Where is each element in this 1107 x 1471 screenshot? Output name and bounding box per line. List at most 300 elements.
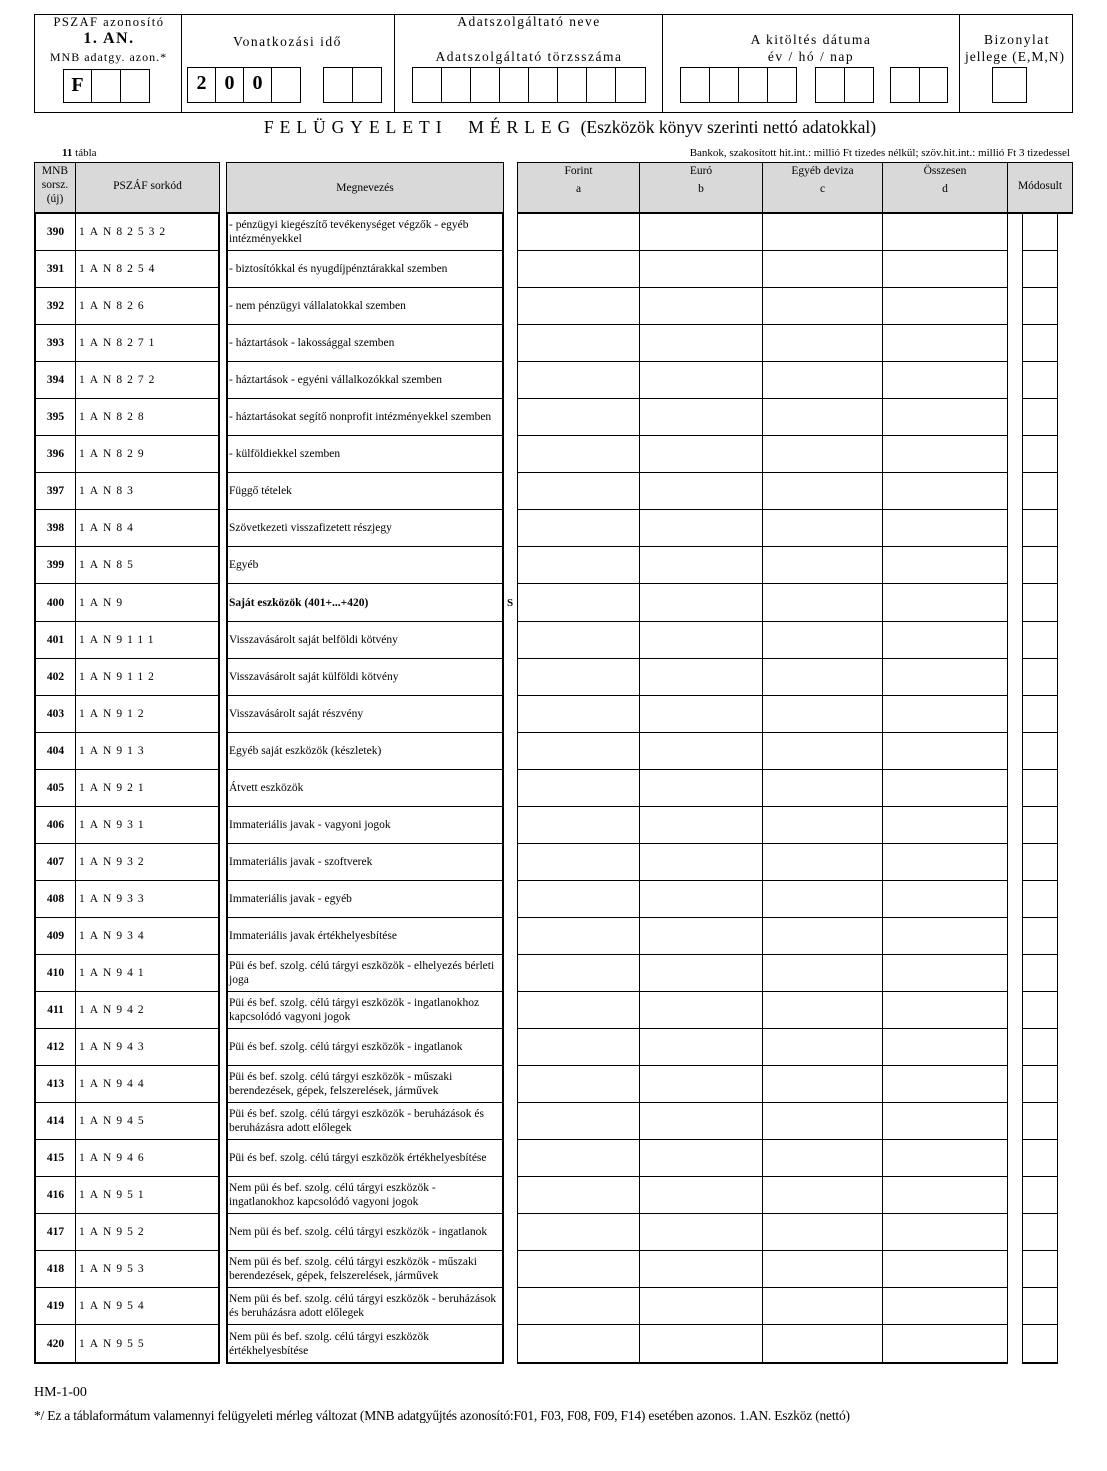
value-cell-egyeb-deviza[interactable] [763, 436, 882, 473]
row-name: Immateriális javak - vagyoni jogok [227, 807, 502, 844]
row-name: - nem pénzügyi vállalatokkal szemben [227, 288, 502, 325]
value-cell-osszesen[interactable] [883, 770, 1007, 807]
row-number: 392 [36, 288, 75, 325]
value-cell-forint[interactable] [518, 547, 639, 584]
value-cell-euro[interactable] [640, 1177, 762, 1214]
row-code: 1AN955 [76, 1326, 218, 1363]
value-cell-forint[interactable] [518, 399, 639, 436]
row-name: Visszavásárolt saját külföldi kötvény [227, 659, 502, 696]
value-cell-euro[interactable] [640, 585, 762, 622]
value-cell-forint[interactable] [518, 696, 639, 733]
row-name: Nem püi és bef. szolg. célú tárgyi eszközök - ingatlanok [227, 1214, 502, 1251]
value-cell-egyeb-deviza[interactable] [763, 473, 882, 510]
row-number: 411 [36, 992, 75, 1029]
row-name: Egyéb [227, 547, 502, 584]
value-cell-egyeb-deviza[interactable] [763, 1029, 882, 1066]
header-divider [181, 14, 182, 113]
vonatkozasi-digit[interactable] [323, 67, 353, 103]
date-digit[interactable] [709, 67, 739, 103]
value-cell-egyeb-deviza[interactable] [763, 992, 882, 1029]
value-cell-forint[interactable] [518, 1140, 639, 1177]
row-code: 1AN921 [76, 770, 218, 807]
value-cell-euro[interactable] [640, 1103, 762, 1140]
torzsszam-digit[interactable] [528, 67, 558, 103]
value-cell-osszesen[interactable] [883, 844, 1007, 881]
value-cell-osszesen[interactable] [883, 1066, 1007, 1103]
value-cell-osszesen[interactable] [883, 1288, 1007, 1325]
torzsszam-digit[interactable] [470, 67, 500, 103]
value-cell-egyeb-deviza[interactable] [763, 585, 882, 622]
row-name: Visszavásárolt saját részvény [227, 696, 502, 733]
value-cell-osszesen[interactable] [883, 733, 1007, 770]
value-cell-forint[interactable] [518, 436, 639, 473]
value-cell-osszesen[interactable] [883, 436, 1007, 473]
row-number: 394 [36, 362, 75, 399]
value-cell-forint[interactable] [518, 1326, 639, 1363]
value-cell-egyeb-deviza[interactable] [763, 881, 882, 918]
col-header-osszesen: Összesen d [882, 162, 1008, 214]
value-cell-forint[interactable] [518, 881, 639, 918]
row-name: Püi és bef. szolg. célú tárgyi eszközök - beruházások és beruházásra adott előlegek [227, 1103, 502, 1140]
row-code: 1AN932 [76, 844, 218, 881]
row-number: 404 [36, 733, 75, 770]
torzsszam-digit[interactable] [499, 67, 529, 103]
row-number: 413 [36, 1066, 75, 1103]
value-cell-euro[interactable] [640, 696, 762, 733]
row-code: 1AN82532 [76, 214, 218, 251]
value-cell-osszesen[interactable] [883, 473, 1007, 510]
values-frame [517, 214, 1008, 1364]
row-name: - háztartások - egyéni vállalkozókkal szemben [227, 362, 502, 399]
values-divider [639, 214, 640, 1363]
modosult-cell[interactable] [1023, 770, 1057, 807]
modosult-cell[interactable] [1023, 362, 1057, 399]
value-cell-euro[interactable] [640, 325, 762, 362]
value-cell-forint[interactable] [518, 1251, 639, 1288]
row-name: Nem püi és bef. szolg. célú tárgyi eszközök - beruházások és beruházásra adott előlegek [227, 1288, 502, 1325]
megnevezes-frame [226, 214, 504, 1364]
row-number: 399 [36, 547, 75, 584]
row-number: 396 [36, 436, 75, 473]
value-cell-osszesen[interactable] [883, 399, 1007, 436]
row-name: - háztartásokat segítő nonprofit intézményekkel szemben [227, 399, 502, 436]
row-code: 1AN85 [76, 547, 218, 584]
row-code: 1AN946 [76, 1140, 218, 1177]
value-cell-euro[interactable] [640, 659, 762, 696]
row-number: 410 [36, 955, 75, 992]
modosult-cell[interactable] [1023, 844, 1057, 881]
modosult-cell[interactable] [1023, 585, 1057, 622]
value-cell-osszesen[interactable] [883, 1140, 1007, 1177]
modosult-cell[interactable] [1023, 214, 1057, 251]
row-number: 401 [36, 622, 75, 659]
value-cell-euro[interactable] [640, 1288, 762, 1325]
value-cell-egyeb-deviza[interactable] [763, 1251, 882, 1288]
bizonylat-label: Bizonylat [984, 32, 1050, 47]
row-number: 398 [36, 510, 75, 547]
torzsszam-digit[interactable] [412, 67, 442, 103]
value-cell-euro[interactable] [640, 251, 762, 288]
row-name: Saját eszközök (401+...+420) [227, 585, 502, 622]
value-cell-forint[interactable] [518, 1066, 639, 1103]
value-cell-osszesen[interactable] [883, 955, 1007, 992]
modosult-cell[interactable] [1023, 881, 1057, 918]
modosult-cell[interactable] [1023, 436, 1057, 473]
value-cell-forint[interactable] [518, 955, 639, 992]
row-code: 1AN8254 [76, 251, 218, 288]
value-cell-egyeb-deviza[interactable] [763, 844, 882, 881]
row-name: Immateriális javak - egyéb [227, 881, 502, 918]
value-cell-osszesen[interactable] [883, 251, 1007, 288]
date-digit[interactable] [680, 67, 710, 103]
mnb-id-box[interactable] [120, 69, 150, 103]
row-number: 415 [36, 1140, 75, 1177]
value-cell-forint[interactable] [518, 585, 639, 622]
bizonylat-box[interactable] [992, 67, 1027, 103]
value-cell-euro[interactable] [640, 622, 762, 659]
modosult-cell[interactable] [1023, 992, 1057, 1029]
modosult-cell[interactable] [1023, 696, 1057, 733]
row-name: Immateriális javak értékhelyesbítése [227, 918, 502, 955]
value-cell-euro[interactable] [640, 955, 762, 992]
header-divider [394, 14, 395, 113]
value-cell-osszesen[interactable] [883, 1029, 1007, 1066]
value-cell-osszesen[interactable] [883, 510, 1007, 547]
modosult-cell[interactable] [1023, 325, 1057, 362]
row-code: 1AN951 [76, 1177, 218, 1214]
value-cell-forint[interactable] [518, 510, 639, 547]
modosult-cell[interactable] [1023, 659, 1057, 696]
value-cell-osszesen[interactable] [883, 881, 1007, 918]
date-digit[interactable] [844, 67, 874, 103]
value-cell-forint[interactable] [518, 1177, 639, 1214]
value-cell-euro[interactable] [640, 1066, 762, 1103]
torzsszam-digit[interactable] [615, 67, 646, 103]
row-code: 1AN944 [76, 1066, 218, 1103]
value-cell-euro[interactable] [640, 1251, 762, 1288]
modosult-cell[interactable] [1023, 547, 1057, 584]
value-cell-osszesen[interactable] [883, 659, 1007, 696]
value-cell-euro[interactable] [640, 547, 762, 584]
table-word: tábla [75, 147, 97, 159]
row-number: 390 [36, 214, 75, 251]
value-cell-euro[interactable] [640, 436, 762, 473]
value-cell-osszesen[interactable] [883, 1251, 1007, 1288]
row-code: 1AN8272 [76, 362, 218, 399]
mnb-id-box[interactable] [91, 69, 121, 103]
table-number [62, 147, 97, 159]
row-number: 395 [36, 399, 75, 436]
value-cell-euro[interactable] [640, 770, 762, 807]
value-cell-egyeb-deviza[interactable] [763, 1177, 882, 1214]
modosult-cell[interactable] [1023, 1214, 1057, 1251]
value-cell-forint[interactable] [518, 1214, 639, 1251]
row-number: 400 [36, 585, 75, 622]
value-cell-egyeb-deviza[interactable] [763, 918, 882, 955]
modosult-cell[interactable] [1023, 733, 1057, 770]
value-cell-euro[interactable] [640, 1214, 762, 1251]
row-code: 1AN8271 [76, 325, 218, 362]
row-code: 1AN913 [76, 733, 218, 770]
modosult-cell[interactable] [1023, 251, 1057, 288]
value-cell-egyeb-deviza[interactable] [763, 696, 882, 733]
value-cell-egyeb-deviza[interactable] [763, 733, 882, 770]
row-name: Átvett eszközök [227, 770, 502, 807]
torzsszam-boxes [412, 67, 646, 103]
value-cell-euro[interactable] [640, 288, 762, 325]
row-name: Püi és bef. szolg. célú tárgyi eszközök értékhelyesbítése [227, 1140, 502, 1177]
value-cell-forint[interactable] [518, 733, 639, 770]
value-cell-forint[interactable] [518, 622, 639, 659]
row-code: 1AN826 [76, 288, 218, 325]
table-number-value: 11 [62, 147, 73, 159]
vonatkozasi-digit[interactable] [352, 67, 382, 103]
value-cell-forint[interactable] [518, 1288, 639, 1325]
row-code: 1AN931 [76, 807, 218, 844]
row-code: 1AN83 [76, 473, 218, 510]
value-cell-osszesen[interactable] [883, 696, 1007, 733]
value-cell-osszesen[interactable] [883, 325, 1007, 362]
values-divider [882, 214, 883, 1363]
value-cell-egyeb-deviza[interactable] [763, 1214, 882, 1251]
row-name: - háztartások - lakossággal szemben [227, 325, 502, 362]
kitoltes-label: A kitöltés dátuma [750, 32, 872, 47]
vonatkozasi-label: Vonatkozási idő [233, 34, 342, 49]
date-digit[interactable] [890, 67, 920, 103]
value-cell-egyeb-deviza[interactable] [763, 1326, 882, 1363]
value-cell-egyeb-deviza[interactable] [763, 659, 882, 696]
row-code: 1AN943 [76, 1029, 218, 1066]
value-cell-osszesen[interactable] [883, 547, 1007, 584]
value-cell-euro[interactable] [640, 1140, 762, 1177]
value-cell-egyeb-deviza[interactable] [763, 399, 882, 436]
value-cell-forint[interactable] [518, 362, 639, 399]
value-cell-euro[interactable] [640, 214, 762, 251]
row-name: Egyéb saját eszközök (készletek) [227, 733, 502, 770]
row-code: 1AN9112 [76, 659, 218, 696]
row-number: 412 [36, 1029, 75, 1066]
row-name: Nem püi és bef. szolg. célú tárgyi eszközök - ingatlanokhoz kapcsolódó vagyoni jogok [227, 1177, 502, 1214]
row-name: Nem püi és bef. szolg. célú tárgyi eszközök - műszaki berendezések, gépek, felszerelések, járművek [227, 1251, 502, 1288]
date-digit[interactable] [919, 67, 948, 103]
value-cell-forint[interactable] [518, 1103, 639, 1140]
value-cell-euro[interactable] [640, 733, 762, 770]
value-cell-osszesen[interactable] [883, 1177, 1007, 1214]
pszaf-value: 1. AN. [83, 30, 135, 47]
value-cell-osszesen[interactable] [883, 1214, 1007, 1251]
row-name: Püi és bef. szolg. célú tárgyi eszközök - ingatlanok [227, 1029, 502, 1066]
value-cell-egyeb-deviza[interactable] [763, 807, 882, 844]
row-number: 419 [36, 1288, 75, 1325]
row-number: 408 [36, 881, 75, 918]
row-number: 409 [36, 918, 75, 955]
modosult-cell[interactable] [1023, 918, 1057, 955]
row-name: Püi és bef. szolg. célú tárgyi eszközök - ingatlanokhoz kapcsolódó vagyoni jogok [227, 992, 502, 1029]
mnb-label: MNB adatgy. azon.* [49, 50, 168, 64]
value-cell-egyeb-deviza[interactable] [763, 1103, 882, 1140]
modosult-cell[interactable] [1023, 622, 1057, 659]
row-name: - külföldiekkel szemben [227, 436, 502, 473]
value-cell-osszesen[interactable] [883, 1103, 1007, 1140]
value-cell-forint[interactable] [518, 214, 639, 251]
page-title [190, 117, 950, 138]
value-cell-euro[interactable] [640, 992, 762, 1029]
adatszolgaltato-neve-label: Adatszolgáltató neve [457, 14, 601, 29]
value-cell-forint[interactable] [518, 1029, 639, 1066]
row-number-divider [75, 214, 76, 1363]
col-header-egyeb-deviza: Egyéb deviza c [762, 162, 883, 214]
date-digit[interactable] [815, 67, 845, 103]
value-cell-euro[interactable] [640, 881, 762, 918]
modosult-cell[interactable] [1023, 473, 1057, 510]
values-divider [762, 214, 763, 1363]
date-digit[interactable] [767, 67, 797, 103]
value-cell-forint[interactable] [518, 844, 639, 881]
header-divider [662, 14, 663, 113]
value-cell-euro[interactable] [640, 510, 762, 547]
modosult-cell[interactable] [1023, 1288, 1057, 1325]
value-cell-forint[interactable] [518, 807, 639, 844]
row-number: 407 [36, 844, 75, 881]
row-code: 1AN828 [76, 399, 218, 436]
modosult-cell[interactable] [1023, 1140, 1057, 1177]
value-cell-forint[interactable] [518, 288, 639, 325]
modosult-frame [1022, 214, 1058, 1364]
row-code: 1AN953 [76, 1251, 218, 1288]
row-number-frame [34, 214, 220, 1364]
value-cell-euro[interactable] [640, 1326, 762, 1363]
row-name: Szövetkezeti visszafizetett részjegy [227, 510, 502, 547]
value-cell-egyeb-deviza[interactable] [763, 510, 882, 547]
row-name: Függő tételek [227, 473, 502, 510]
value-cell-euro[interactable] [640, 1029, 762, 1066]
title-sub: (Eszközök könyv szerinti nettó adatokkal) [580, 117, 877, 137]
value-cell-euro[interactable] [640, 362, 762, 399]
row-number: 406 [36, 807, 75, 844]
row-number: 403 [36, 696, 75, 733]
mnb-id-box[interactable]: F [63, 69, 92, 103]
value-cell-osszesen[interactable] [883, 362, 1007, 399]
row-code: 1AN942 [76, 992, 218, 1029]
row-code: 1AN954 [76, 1288, 218, 1325]
row-name: Visszavásárolt saját belföldi kötvény [227, 622, 502, 659]
value-cell-egyeb-deviza[interactable] [763, 1140, 882, 1177]
value-cell-forint[interactable] [518, 918, 639, 955]
value-cell-osszesen[interactable] [883, 214, 1007, 251]
modosult-cell[interactable] [1023, 510, 1057, 547]
value-cell-osszesen[interactable] [883, 992, 1007, 1029]
torzsszam-digit[interactable] [557, 67, 587, 103]
value-cell-egyeb-deviza[interactable] [763, 1288, 882, 1325]
row-name: Püi és bef. szolg. célú tárgyi eszközök - műszaki berendezések, gépek, felszerelések, járművek [227, 1066, 502, 1103]
row-code: 1AN934 [76, 918, 218, 955]
modosult-cell[interactable] [1023, 1177, 1057, 1214]
vonatkozasi-boxes [187, 67, 387, 103]
value-cell-egyeb-deviza[interactable] [763, 288, 882, 325]
value-cell-osszesen[interactable] [883, 585, 1007, 622]
value-cell-euro[interactable] [640, 399, 762, 436]
vonatkozasi-digit[interactable] [271, 67, 301, 103]
row-number: 402 [36, 659, 75, 696]
value-cell-forint[interactable] [518, 251, 639, 288]
value-cell-egyeb-deviza[interactable] [763, 770, 882, 807]
col-header-pszaf: PSZÁF sorkód [75, 162, 220, 214]
value-cell-forint[interactable] [518, 325, 639, 362]
modosult-cell[interactable] [1023, 399, 1057, 436]
value-cell-forint[interactable] [518, 992, 639, 1029]
units-note: Bankok, szakosított hit.int.: millió Ft tizedes nélkül; szöv.hit.int.: millió Ft 3 tizedessel [689, 147, 1070, 159]
row-code: 1AN945 [76, 1103, 218, 1140]
col-header-megnevezes: Megnevezés [226, 162, 504, 214]
modosult-cell[interactable] [1023, 1103, 1057, 1140]
row-code: 1AN933 [76, 881, 218, 918]
value-cell-egyeb-deviza[interactable] [763, 547, 882, 584]
modosult-cell[interactable] [1023, 1326, 1057, 1363]
value-cell-egyeb-deviza[interactable] [763, 251, 882, 288]
row-number: 405 [36, 770, 75, 807]
row-number: 420 [36, 1326, 75, 1363]
value-cell-egyeb-deviza[interactable] [763, 325, 882, 362]
modosult-cell[interactable] [1023, 288, 1057, 325]
col-header-forint: Forint a [517, 162, 640, 214]
value-cell-osszesen[interactable] [883, 807, 1007, 844]
value-cell-egyeb-deviza[interactable] [763, 214, 882, 251]
value-cell-egyeb-deviza[interactable] [763, 1066, 882, 1103]
value-cell-egyeb-deviza[interactable] [763, 362, 882, 399]
modosult-cell[interactable] [1023, 955, 1057, 992]
vonatkozasi-digit[interactable]: 0 [243, 67, 272, 103]
value-cell-egyeb-deviza[interactable] [763, 622, 882, 659]
date-digit[interactable] [738, 67, 768, 103]
value-cell-osszesen[interactable] [883, 288, 1007, 325]
row-number: 416 [36, 1177, 75, 1214]
modosult-cell[interactable] [1023, 1066, 1057, 1103]
vonatkozasi-digit[interactable]: 0 [215, 67, 244, 103]
row-name: Nem püi és bef. szolg. célú tárgyi eszközök értékhelyesbítése [227, 1326, 502, 1363]
col-header-euro: Euró b [639, 162, 763, 214]
row-code: 1AN912 [76, 696, 218, 733]
value-cell-euro[interactable] [640, 844, 762, 881]
value-cell-osszesen[interactable] [883, 622, 1007, 659]
bizonylat-sublabel: jellege (E,M,N) [964, 49, 1066, 64]
col-header-modosult: Módosult [1007, 162, 1073, 214]
modosult-cell[interactable] [1023, 1029, 1057, 1066]
row-name: Püi és bef. szolg. célú tárgyi eszközök - elhelyezés bérleti joga [227, 955, 502, 992]
row-code: 1AN9 [76, 585, 218, 622]
vonatkozasi-digit[interactable]: 2 [187, 67, 216, 103]
modosult-cell[interactable] [1023, 807, 1057, 844]
value-cell-osszesen[interactable] [883, 1326, 1007, 1363]
value-cell-osszesen[interactable] [883, 918, 1007, 955]
value-cell-euro[interactable] [640, 807, 762, 844]
torzsszam-digit[interactable] [441, 67, 471, 103]
value-cell-egyeb-deviza[interactable] [763, 955, 882, 992]
kitoltes-date-boxes [680, 67, 948, 103]
value-cell-euro[interactable] [640, 473, 762, 510]
value-cell-forint[interactable] [518, 770, 639, 807]
value-cell-forint[interactable] [518, 473, 639, 510]
torzsszam-digit[interactable] [586, 67, 616, 103]
row-name: Immateriális javak - szoftverek [227, 844, 502, 881]
form-code: HM-1-00 [34, 1385, 87, 1400]
row-number: 393 [36, 325, 75, 362]
row-number: 414 [36, 1103, 75, 1140]
row-number: 391 [36, 251, 75, 288]
footer-note: */ Ez a táblaformátum valamennyi felügyeleti mérleg változat (MNB adatgyűjtés azonosító:F01, F03, F08, F09, F14) esetében azonos. 1.AN. Eszköz (nettó) [34, 1408, 850, 1423]
value-cell-euro[interactable] [640, 918, 762, 955]
value-cell-forint[interactable] [518, 659, 639, 696]
modosult-cell[interactable] [1023, 1251, 1057, 1288]
